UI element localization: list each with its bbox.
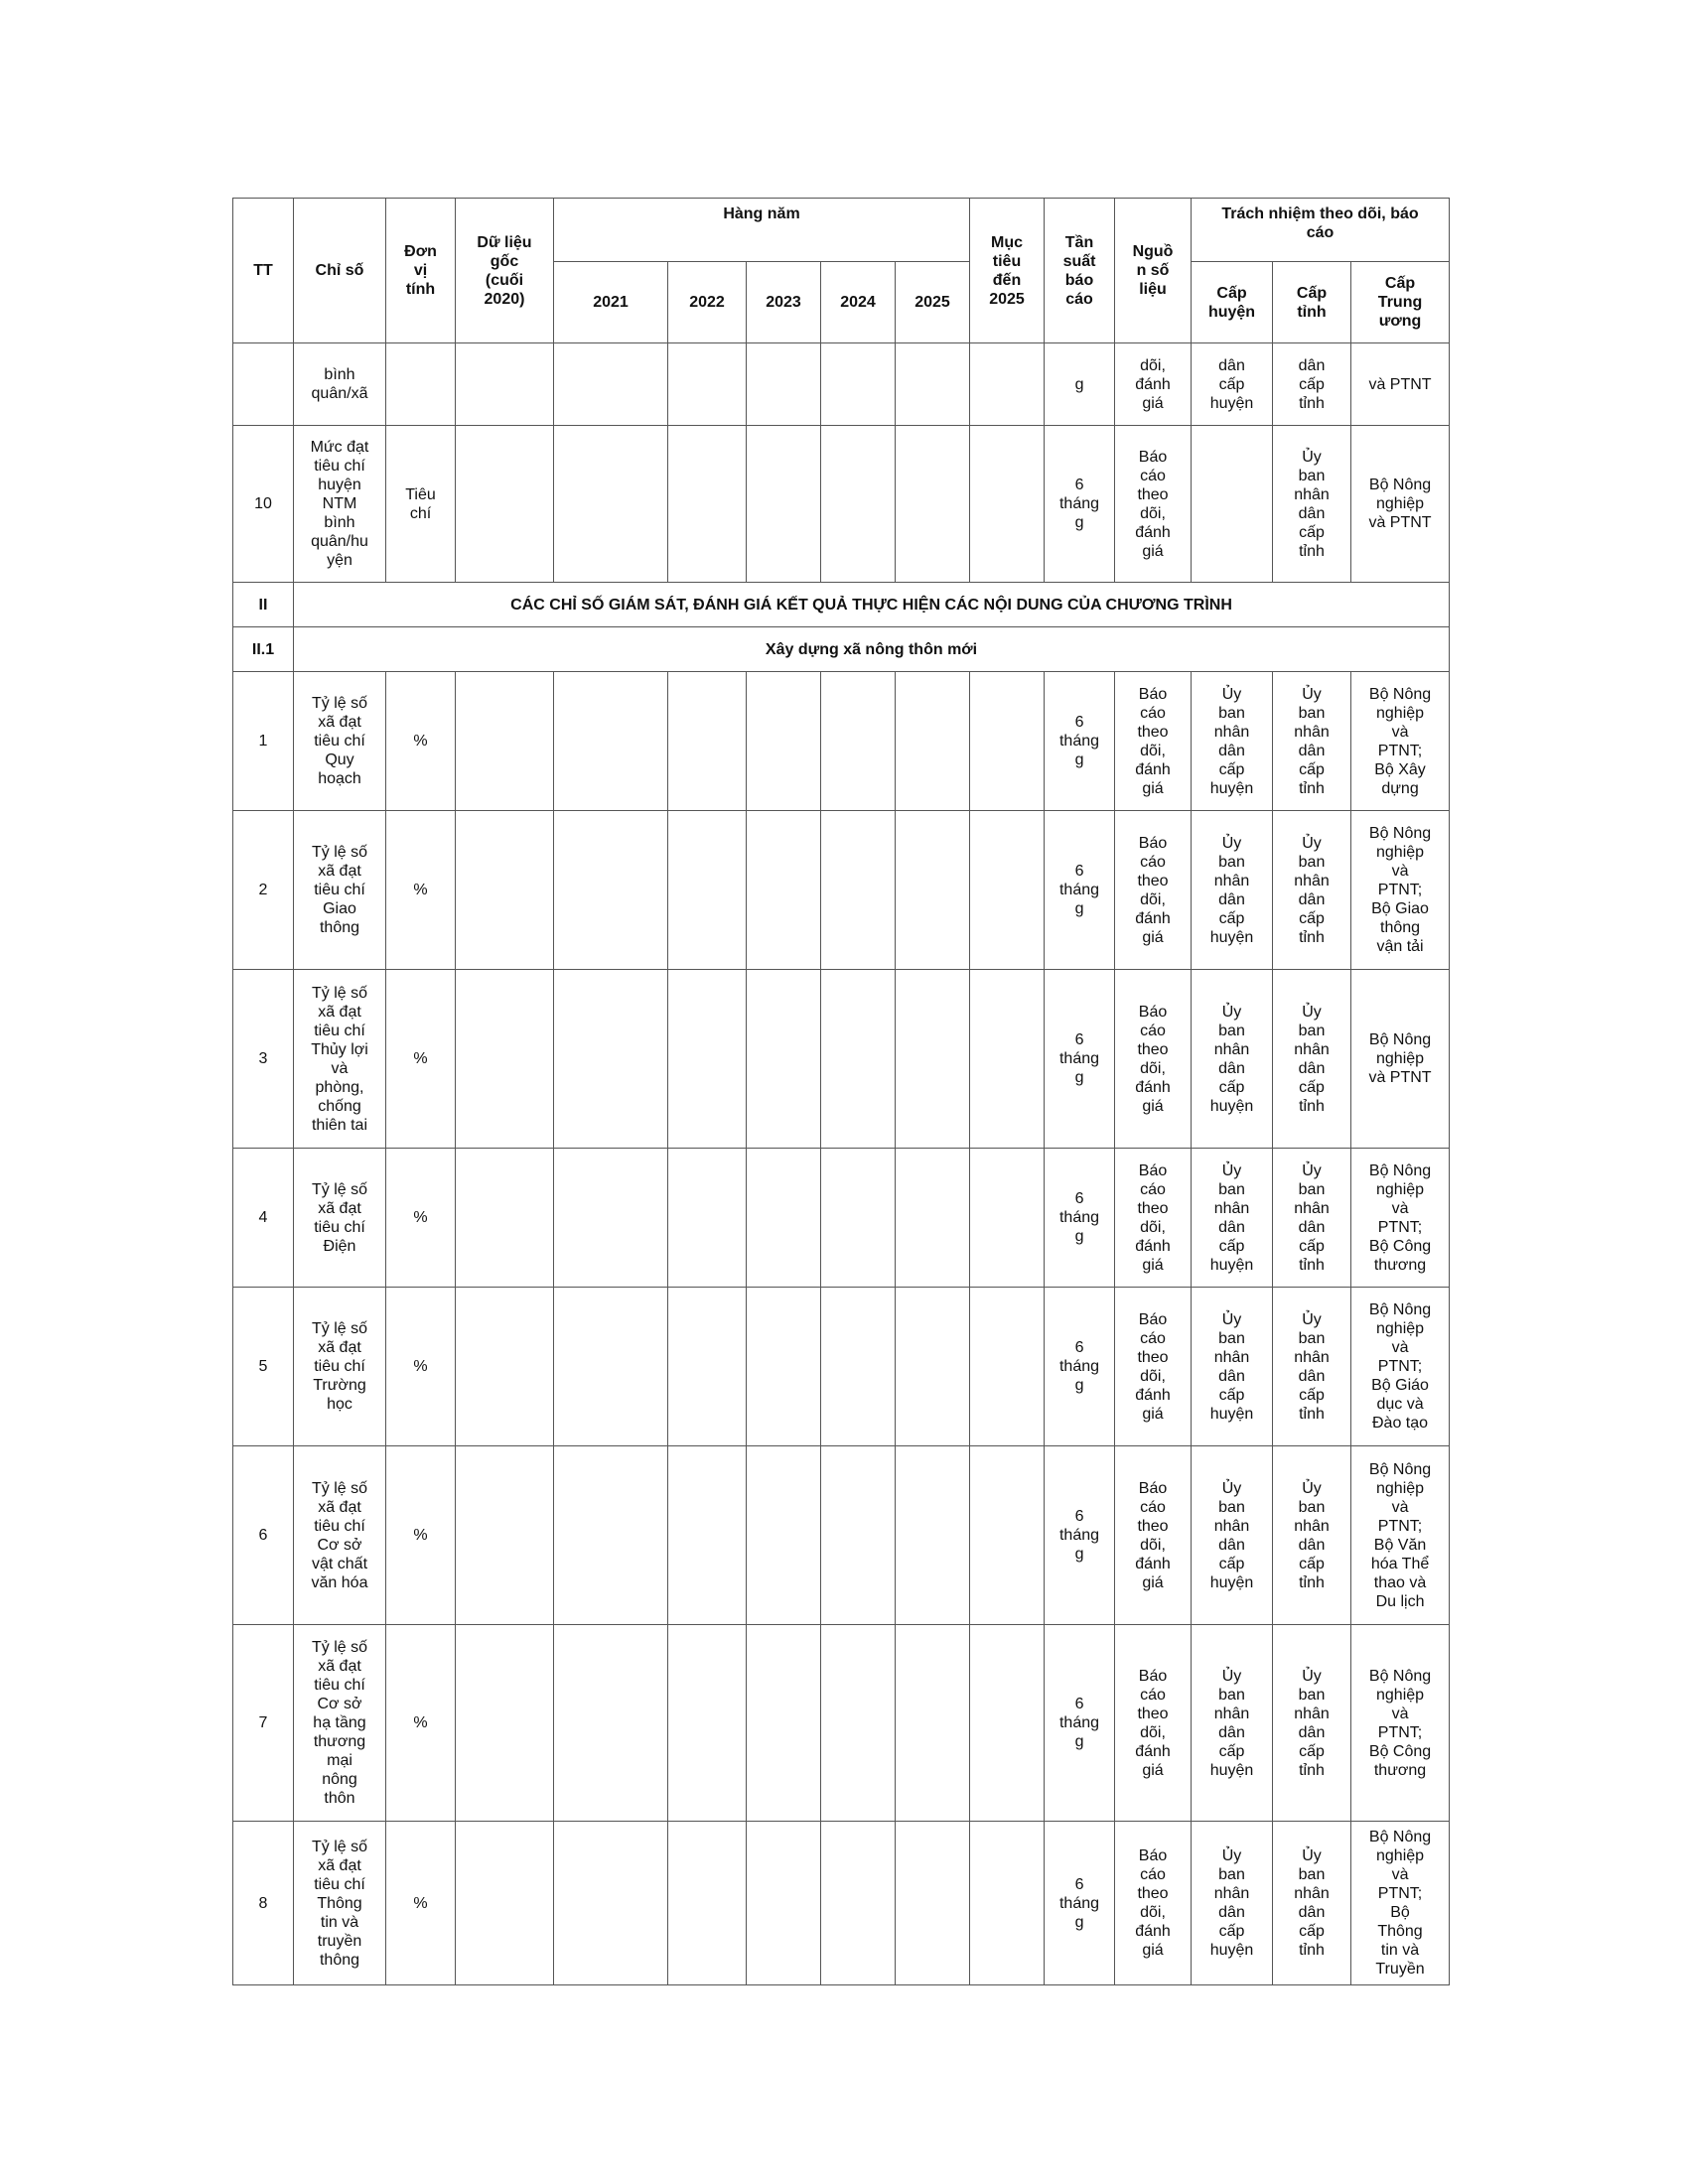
table-row bbox=[233, 426, 1450, 583]
cell-empty bbox=[970, 970, 1045, 1149]
col-header-hang-nam: Hàng năm bbox=[554, 199, 970, 262]
cell-chi-so: Tỷ lệ số xã đạt tiêu chí Trường học bbox=[294, 1288, 386, 1446]
col-header-tan-suat: Tần suất báo cáo bbox=[1045, 199, 1115, 343]
cell-empty bbox=[456, 1822, 554, 1985]
cell-tt: 4 bbox=[233, 1149, 294, 1288]
cell-freq: 6 tháng g bbox=[1045, 811, 1115, 970]
col-header-cap-tinh: Cấp tỉnh bbox=[1273, 262, 1351, 343]
cell-huyen: Ủy ban nhân dân cấp huyện bbox=[1192, 1149, 1273, 1288]
cell-chi-so: Tỷ lệ số xã đạt tiêu chí Cơ sở vật chất văn hóa bbox=[294, 1446, 386, 1625]
cell-chi-so: bình quân/xã bbox=[294, 343, 386, 426]
cell-empty bbox=[554, 1822, 668, 1985]
cell-empty bbox=[896, 1822, 970, 1985]
cell-chi-so: Tỷ lệ số xã đạt tiêu chí Giao thông bbox=[294, 811, 386, 970]
cell-tinh: Ủy ban nhân dân cấp tỉnh bbox=[1273, 1288, 1351, 1446]
cell-tinh: Ủy ban nhân dân cấp tỉnh bbox=[1273, 1625, 1351, 1822]
cell-tw: và PTNT bbox=[1351, 343, 1450, 426]
cell-huyen bbox=[1192, 426, 1273, 583]
cell-freq: 6 tháng g bbox=[1045, 1149, 1115, 1288]
cell-unit: Tiêu chí bbox=[386, 426, 456, 583]
cell-empty bbox=[821, 811, 896, 970]
cell-tt: 1 bbox=[233, 672, 294, 811]
col-header-year: 2021 bbox=[554, 262, 668, 343]
table-row bbox=[233, 1822, 1450, 1985]
cell-empty bbox=[554, 1625, 668, 1822]
cell-empty bbox=[456, 672, 554, 811]
cell-empty bbox=[896, 426, 970, 583]
cell-empty bbox=[970, 343, 1045, 426]
cell-empty bbox=[747, 1822, 821, 1985]
cell-empty bbox=[554, 426, 668, 583]
cell-empty bbox=[896, 1446, 970, 1625]
cell-huyen: Ủy ban nhân dân cấp huyện bbox=[1192, 1288, 1273, 1446]
cell-empty bbox=[896, 970, 970, 1149]
cell-unit: % bbox=[386, 1446, 456, 1625]
col-header-year: 2023 bbox=[747, 262, 821, 343]
cell-freq: 6 tháng g bbox=[1045, 426, 1115, 583]
cell-tw: Bộ Nông nghiệp và PTNT; Bộ Giao thông vận tải bbox=[1351, 811, 1450, 970]
col-header-cap-tw: Cấp Trung ương bbox=[1351, 262, 1450, 343]
section-row bbox=[233, 627, 1450, 672]
cell-empty bbox=[456, 426, 554, 583]
cell-tinh: Ủy ban nhân dân cấp tỉnh bbox=[1273, 811, 1351, 970]
cell-empty bbox=[970, 1822, 1045, 1985]
cell-freq: 6 tháng g bbox=[1045, 1288, 1115, 1446]
cell-tw: Bộ Nông nghiệp và PTNT; Bộ Xây dựng bbox=[1351, 672, 1450, 811]
cell-empty bbox=[970, 811, 1045, 970]
table-header bbox=[233, 199, 1450, 343]
cell-tt bbox=[233, 343, 294, 426]
cell-huyen: Ủy ban nhân dân cấp huyện bbox=[1192, 672, 1273, 811]
cell-tinh: Ủy ban nhân dân cấp tỉnh bbox=[1273, 426, 1351, 583]
cell-tinh: Ủy ban nhân dân cấp tỉnh bbox=[1273, 1822, 1351, 1985]
cell-source: Báo cáo theo dõi, đánh giá bbox=[1115, 970, 1192, 1149]
cell-empty bbox=[896, 811, 970, 970]
cell-empty bbox=[747, 1446, 821, 1625]
section-number: II.1 bbox=[233, 627, 294, 672]
cell-empty bbox=[970, 1149, 1045, 1288]
col-header-trach-nhiem: Trách nhiệm theo dõi, báo cáo bbox=[1192, 199, 1450, 262]
cell-tt: 3 bbox=[233, 970, 294, 1149]
cell-freq: 6 tháng g bbox=[1045, 672, 1115, 811]
cell-chi-so: Mức đạt tiêu chí huyện NTM bình quân/hu yện bbox=[294, 426, 386, 583]
cell-empty bbox=[747, 1625, 821, 1822]
table-row bbox=[233, 811, 1450, 970]
cell-tt: 8 bbox=[233, 1822, 294, 1985]
cell-empty bbox=[554, 1149, 668, 1288]
cell-empty bbox=[821, 1149, 896, 1288]
cell-source: Báo cáo theo dõi, đánh giá bbox=[1115, 672, 1192, 811]
cell-tt: 6 bbox=[233, 1446, 294, 1625]
cell-empty bbox=[821, 343, 896, 426]
col-header-cap-huyen: Cấp huyện bbox=[1192, 262, 1273, 343]
cell-unit: % bbox=[386, 1822, 456, 1985]
cell-tw: Bộ Nông nghiệp và PTNT bbox=[1351, 970, 1450, 1149]
cell-empty bbox=[456, 1288, 554, 1446]
cell-empty bbox=[554, 1288, 668, 1446]
cell-tt: 5 bbox=[233, 1288, 294, 1446]
cell-tw: Bộ Nông nghiệp và PTNT; Bộ Công thương bbox=[1351, 1625, 1450, 1822]
cell-chi-so: Tỷ lệ số xã đạt tiêu chí Điện bbox=[294, 1149, 386, 1288]
cell-tw: Bộ Nông nghiệp và PTNT; Bộ Văn hóa Thể thao và Du lịch bbox=[1351, 1446, 1450, 1625]
cell-empty bbox=[456, 1149, 554, 1288]
table-row bbox=[233, 1625, 1450, 1822]
cell-freq: 6 tháng g bbox=[1045, 1446, 1115, 1625]
cell-tinh: Ủy ban nhân dân cấp tỉnh bbox=[1273, 1149, 1351, 1288]
cell-empty bbox=[970, 1288, 1045, 1446]
cell-empty bbox=[896, 1149, 970, 1288]
cell-tt: 10 bbox=[233, 426, 294, 583]
cell-source: Báo cáo theo dõi, đánh giá bbox=[1115, 1446, 1192, 1625]
cell-empty bbox=[456, 970, 554, 1149]
col-header-du-lieu-goc: Dữ liệu gốc (cuối 2020) bbox=[456, 199, 554, 343]
cell-empty bbox=[456, 1446, 554, 1625]
cell-empty bbox=[747, 1149, 821, 1288]
cell-tw: Bộ Nông nghiệp và PTNT; Bộ Thông tin và Truyền bbox=[1351, 1822, 1450, 1985]
cell-huyen: Ủy ban nhân dân cấp huyện bbox=[1192, 970, 1273, 1149]
cell-empty bbox=[554, 970, 668, 1149]
cell-empty bbox=[821, 1446, 896, 1625]
cell-empty bbox=[668, 1288, 747, 1446]
cell-empty bbox=[970, 1625, 1045, 1822]
cell-source: Báo cáo theo dõi, đánh giá bbox=[1115, 1149, 1192, 1288]
cell-unit: % bbox=[386, 672, 456, 811]
indicator-table bbox=[232, 198, 1450, 1985]
cell-tinh: Ủy ban nhân dân cấp tỉnh bbox=[1273, 1446, 1351, 1625]
section-title: CÁC CHỈ SỐ GIÁM SÁT, ĐÁNH GIÁ KẾT QUẢ THỰC HIỆN CÁC NỘI DUNG CỦA CHƯƠNG TRÌNH bbox=[294, 583, 1450, 627]
cell-empty bbox=[896, 1288, 970, 1446]
cell-tw: Bộ Nông nghiệp và PTNT bbox=[1351, 426, 1450, 583]
cell-empty bbox=[668, 811, 747, 970]
col-header-chi-so: Chỉ số bbox=[294, 199, 386, 343]
cell-empty bbox=[896, 672, 970, 811]
cell-tw: Bộ Nông nghiệp và PTNT; Bộ Công thương bbox=[1351, 1149, 1450, 1288]
cell-unit: % bbox=[386, 811, 456, 970]
indicator-rows bbox=[233, 672, 1450, 1985]
cell-empty bbox=[668, 426, 747, 583]
cell-empty bbox=[668, 343, 747, 426]
cell-empty bbox=[668, 1446, 747, 1625]
cell-empty bbox=[747, 343, 821, 426]
cell-freq: 6 tháng g bbox=[1045, 1822, 1115, 1985]
table-row bbox=[233, 343, 1450, 426]
cell-huyen: dân cấp huyện bbox=[1192, 343, 1273, 426]
cell-source: Báo cáo theo dõi, đánh giá bbox=[1115, 1822, 1192, 1985]
cell-empty bbox=[456, 1625, 554, 1822]
cell-empty bbox=[747, 970, 821, 1149]
cell-empty bbox=[456, 811, 554, 970]
cell-empty bbox=[970, 1446, 1045, 1625]
col-header-nguon: Nguồ n số liệu bbox=[1115, 199, 1192, 343]
cell-huyen: Ủy ban nhân dân cấp huyện bbox=[1192, 811, 1273, 970]
cell-empty bbox=[747, 1288, 821, 1446]
cell-empty bbox=[747, 672, 821, 811]
table-row bbox=[233, 970, 1450, 1149]
cell-empty bbox=[668, 672, 747, 811]
table-row bbox=[233, 1149, 1450, 1288]
cell-empty bbox=[747, 811, 821, 970]
cell-tw: Bộ Nông nghiệp và PTNT; Bộ Giáo dục và Đào tạo bbox=[1351, 1288, 1450, 1446]
cell-huyen: Ủy ban nhân dân cấp huyện bbox=[1192, 1446, 1273, 1625]
table-row bbox=[233, 672, 1450, 811]
cell-empty bbox=[821, 970, 896, 1149]
cell-tinh: Ủy ban nhân dân cấp tỉnh bbox=[1273, 970, 1351, 1149]
cell-tinh: dân cấp tỉnh bbox=[1273, 343, 1351, 426]
col-header-don-vi: Đơn vị tính bbox=[386, 199, 456, 343]
cell-source: dõi, đánh giá bbox=[1115, 343, 1192, 426]
cell-chi-so: Tỷ lệ số xã đạt tiêu chí Thủy lợi và phòng, chống thiên tai bbox=[294, 970, 386, 1149]
cell-empty bbox=[821, 426, 896, 583]
col-header-year: 2022 bbox=[668, 262, 747, 343]
cell-empty bbox=[554, 672, 668, 811]
cell-chi-so: Tỷ lệ số xã đạt tiêu chí Thông tin và truyền thông bbox=[294, 1822, 386, 1985]
table-row bbox=[233, 1446, 1450, 1625]
cell-tt: 2 bbox=[233, 811, 294, 970]
cell-unit: % bbox=[386, 1288, 456, 1446]
cell-unit: % bbox=[386, 970, 456, 1149]
cell-unit: % bbox=[386, 1149, 456, 1288]
section-number: II bbox=[233, 583, 294, 627]
section-title: Xây dựng xã nông thôn mới bbox=[294, 627, 1450, 672]
cell-empty bbox=[554, 343, 668, 426]
col-header-year: 2025 bbox=[896, 262, 970, 343]
col-header-year: 2024 bbox=[821, 262, 896, 343]
cell-empty bbox=[668, 1149, 747, 1288]
cell-empty bbox=[821, 1288, 896, 1446]
table-row bbox=[233, 1288, 1450, 1446]
cell-unit: % bbox=[386, 1625, 456, 1822]
cell-freq: 6 tháng g bbox=[1045, 1625, 1115, 1822]
section-row bbox=[233, 583, 1450, 627]
cell-huyen: Ủy ban nhân dân cấp huyện bbox=[1192, 1625, 1273, 1822]
cell-unit bbox=[386, 343, 456, 426]
cell-empty bbox=[821, 1822, 896, 1985]
cell-empty bbox=[896, 1625, 970, 1822]
cell-empty bbox=[456, 343, 554, 426]
cell-source: Báo cáo theo dõi, đánh giá bbox=[1115, 1288, 1192, 1446]
col-header-muc-tieu: Mục tiêu đến 2025 bbox=[970, 199, 1045, 343]
cell-source: Báo cáo theo dõi, đánh giá bbox=[1115, 426, 1192, 583]
cell-empty bbox=[970, 672, 1045, 811]
cell-empty bbox=[970, 426, 1045, 583]
cell-empty bbox=[821, 1625, 896, 1822]
cell-empty bbox=[668, 1822, 747, 1985]
cell-tt: 7 bbox=[233, 1625, 294, 1822]
col-header-tt: TT bbox=[233, 199, 294, 343]
cell-huyen: Ủy ban nhân dân cấp huyện bbox=[1192, 1822, 1273, 1985]
cell-empty bbox=[668, 970, 747, 1149]
cell-empty bbox=[747, 426, 821, 583]
cell-source: Báo cáo theo dõi, đánh giá bbox=[1115, 1625, 1192, 1822]
cell-freq: g bbox=[1045, 343, 1115, 426]
cell-empty bbox=[668, 1625, 747, 1822]
cell-chi-so: Tỷ lệ số xã đạt tiêu chí Quy hoạch bbox=[294, 672, 386, 811]
cell-empty bbox=[554, 811, 668, 970]
cell-tinh: Ủy ban nhân dân cấp tỉnh bbox=[1273, 672, 1351, 811]
cell-source: Báo cáo theo dõi, đánh giá bbox=[1115, 811, 1192, 970]
cell-empty bbox=[896, 343, 970, 426]
cell-empty bbox=[821, 672, 896, 811]
cell-empty bbox=[554, 1446, 668, 1625]
cell-freq: 6 tháng g bbox=[1045, 970, 1115, 1149]
cell-chi-so: Tỷ lệ số xã đạt tiêu chí Cơ sở hạ tầng thương mại nông thôn bbox=[294, 1625, 386, 1822]
